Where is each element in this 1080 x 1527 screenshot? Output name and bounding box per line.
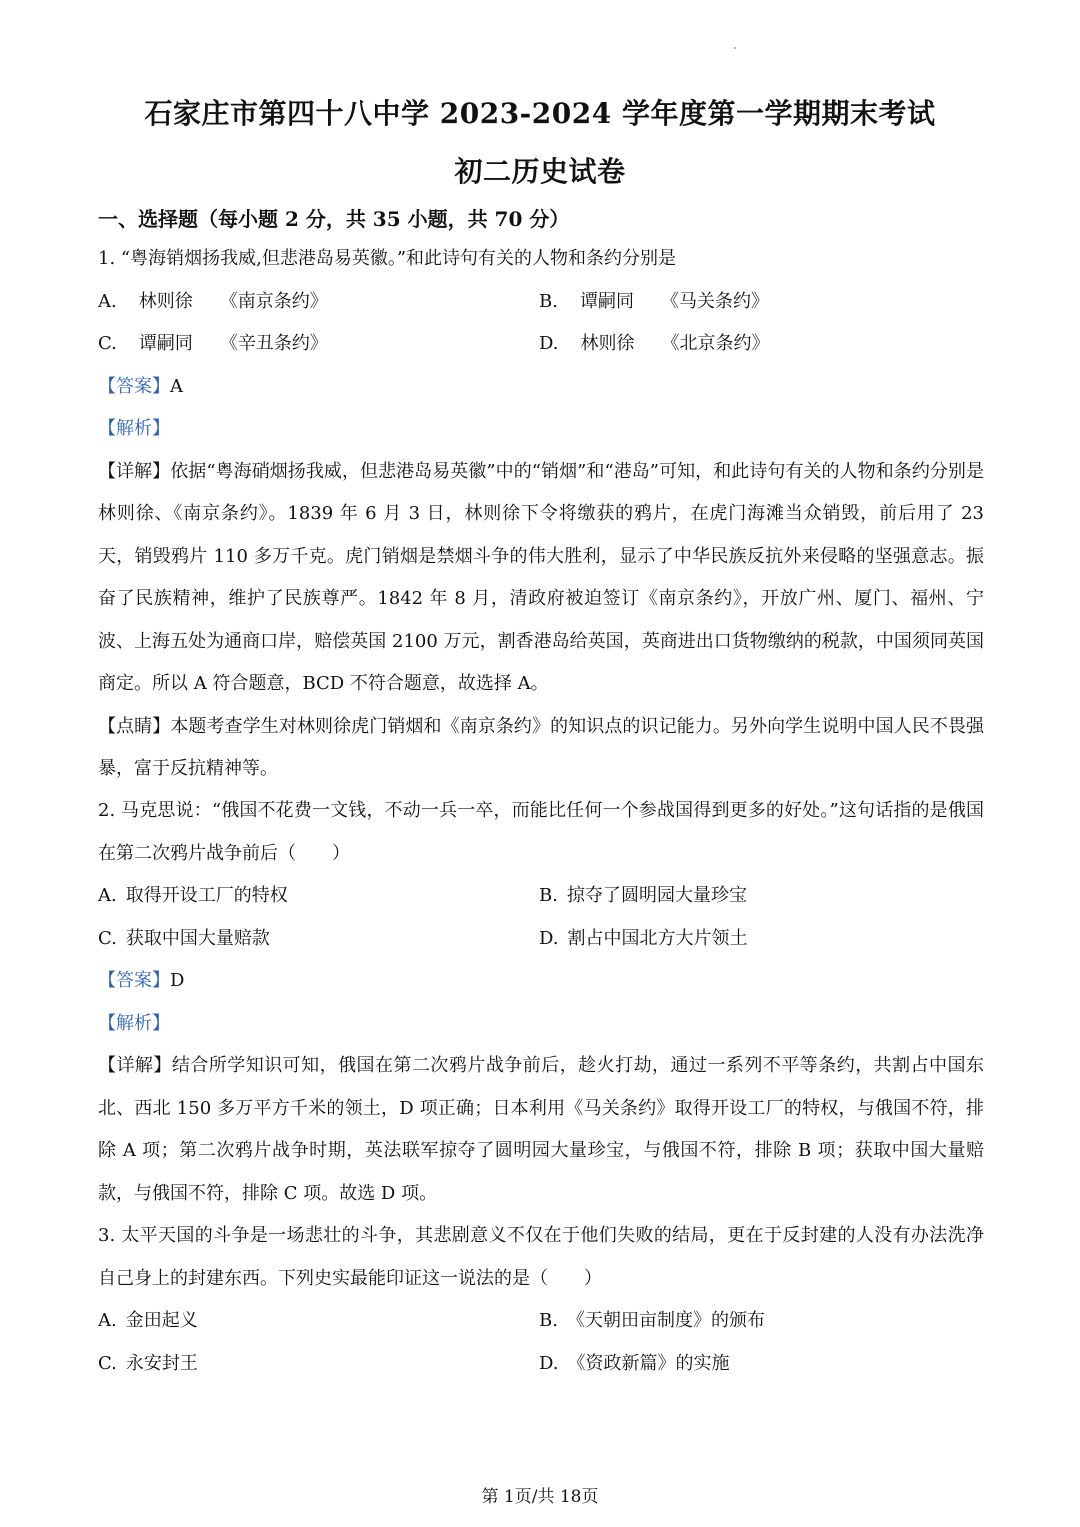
page-number: 第 1页/共 18页 [481,1487,599,1507]
question-3-options-row-1 [98,1300,984,1343]
question-2-stem: 2. 马克思说：“俄国不花费一文钱，不动一兵一卒，而能比任何一个参战国得到更多的好处。”这句话指的是俄国在第二次鸦片战争前后（ ） [98,800,984,864]
question-3-option-c: C. 永安封王 [98,1352,198,1374]
question-2-analysis-label: 【解析】 [98,1012,170,1034]
question-2-options-row-2 [98,918,984,961]
question-2-option-a: A. 取得开设工厂的特权 [98,885,288,906]
question-1-detail: 【详解】依据“粤海硝烟扬我威，但悲港岛易英徽”中的“销烟”和“港岛”可知，和此诗句有关的人物和条约分别是林则徐、《南京条约》。1839 年 6 月 3 日，林则徐下令将缴获的鸦片，在虎门海滩当众销毁，前后用了 23 天，销毁鸦片 110 多万千克。虎门销烟是禁烟斗争的伟大胜利，显示了中华民族反抗外来侵略的坚强意志。振奋了民族精神，维护了民族尊严。1842 年 8 月，清政府被迫签订《南京条约》，开放广州、厦门、福州、宁波、上海五处为通商口岸，赔偿英国 2100 万元，割香港岛给英国，英商进出口货物缴纳的税款，中国须同英国商定。所以 A 符合题意，BCD 不符合题意，故选择 A。 [98,460,984,694]
question-1 [98,238,984,791]
question-3-option-d: D. 《资政新篇》的实施 [539,1352,730,1374]
question-1-option-d: D. 林则徐 《北京条约》 [539,333,770,354]
question-1-comment: 【点睛】本题考查学生对林则徐虎门销烟和《南京条约》的知识点的识记能力。另外向学生说明中国人民不畏强暴，富于反抗精神等。 [98,715,985,779]
question-2-option-c: C. 获取中国大量赔款 [98,927,270,949]
question-1-analysis-label: 【解析】 [98,418,170,439]
question-3-stem: 3. 太平天国的斗争是一场悲壮的斗争，其悲剧意义不仅在于他们失败的结局，更在于反封建的人没有办法洗净自己身上的封建东西。下列史实最能印证这一说法的是（ ） [98,1225,984,1289]
question-3 [98,1215,984,1385]
section-heading: 一、选择题（每小题 2 分，共 35 小题，共 70 分） [98,207,570,231]
question-1-option-b: B. 谭嗣同 《马关条约》 [539,290,769,312]
question-1-answer: 【答案】A [98,375,183,397]
question-1-stem: 1. “粤海销烟扬我威,但悲港岛易英徽。”和此诗句有关的人物和条约分别是 [98,248,677,269]
question-3-option-a: A. 金田起义 [98,1310,198,1331]
question-3-option-b: B. 《天朝田亩制度》的颁布 [539,1310,765,1331]
question-2-detail: 【详解】结合所学知识可知，俄国在第二次鸦片战争前后，趁火打劫，通过一系列不平等条约，共割占中国东北、西北 150 多万平方千米的领土，D 项正确；日本利用《马关条约》取得开设工厂的特权，与俄国不符，排除 A 项；第二次鸦片战争时期，英法联军掠夺了圆明园大量珍宝，与俄国不符，排除 B 项；获取中国大量赔款，与俄国不符，排除 C 项。故选 D 项。 [98,1055,984,1204]
question-1-options-row-1 [98,281,984,324]
question-2-option-d: D. 割占中国北方大片领土 [539,927,748,949]
question-2-answer: 【答案】D [98,970,185,991]
question-1-options-row-2 [98,323,984,366]
question-2-option-b: B. 掠夺了圆明园大量珍宝 [539,885,747,906]
question-2 [98,790,984,1215]
question-1-option-c: C. 谭嗣同 《辛丑条约》 [98,333,328,354]
question-2-options-row-1 [98,875,984,918]
question-3-options-row-2 [98,1343,984,1386]
exam-subtitle: 初二历史试卷 [454,155,626,188]
scan-speck [734,47,736,49]
exam-title: 石家庄市第四十八中学 2023-2024 学年度第一学期期末考试 [144,97,936,130]
question-1-option-a: A. 林则徐 《南京条约》 [98,290,328,312]
